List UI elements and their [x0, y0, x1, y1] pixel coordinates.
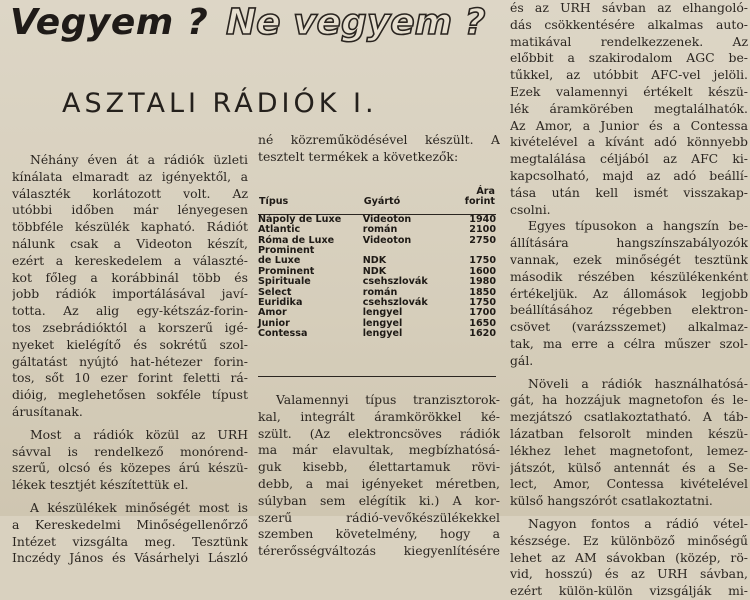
- text-line: kot főleg a korábbinál több és: [12, 269, 248, 285]
- text-line: lékhez lehet magnetofont, lemez-: [510, 442, 748, 458]
- cell-maker: Videoton: [362, 234, 412, 246]
- cell-type: Prominent: [258, 265, 315, 277]
- cell-type: de Luxe: [258, 255, 301, 267]
- text-line: szerű rádió-vevőkészülékekkel: [258, 509, 500, 525]
- column-2-intro: [258, 132, 500, 166]
- text-line: dás csökkentésére alkalmas auto-: [510, 16, 748, 32]
- text-line: Egyes típusokon a hangszín be-: [528, 218, 748, 234]
- text-line: és az URH sávban az elhangoló-: [510, 0, 748, 15]
- cell-maker: lengyel: [362, 307, 403, 319]
- text-line: totta. Az alig egy-kétszáz-forin-: [12, 303, 248, 319]
- text-line: gál.: [510, 352, 534, 368]
- article-title: ASZTALI RÁDIÓK I.: [62, 88, 378, 119]
- text-line: térerősségváltozás kiegyenlítésére: [258, 543, 500, 559]
- cell-type: Contessa: [258, 328, 308, 340]
- text-line: A készülékek minőségét most is: [30, 499, 248, 515]
- text-line: matikával rendelkezzenek. Az: [510, 33, 748, 49]
- cell-maker: NDK: [362, 265, 387, 277]
- cell-maker: Videoton: [362, 213, 412, 225]
- cell-type: Nápoly de Luxe: [258, 213, 342, 225]
- text-line: gát, ha hozzájuk magnetofon és le-: [510, 392, 748, 408]
- text-line: jobb rádiók importálásával javí-: [12, 286, 248, 302]
- cell-maker: csehszlovák: [362, 276, 428, 288]
- text-line: lázatban felsorolt minden készü-: [510, 425, 748, 441]
- cell-type: Róma de Luxe: [258, 234, 335, 246]
- cell-price: 1650: [469, 317, 496, 329]
- text-line: tak, ma erre a célra műszer szol-: [510, 335, 748, 351]
- col-header-maker: Gyártó: [363, 186, 453, 214]
- table-row: [258, 329, 496, 339]
- cell-maker: csehszlovák: [362, 297, 428, 309]
- text-line: szemben követelmény, hogy a: [258, 526, 500, 542]
- cell-maker: román: [362, 286, 398, 298]
- text-line: előbbit a szakirodalom AGC be-: [510, 50, 748, 66]
- cell-maker: NDK: [362, 255, 387, 267]
- text-line: szerű, olcsó és közepes árú készü-: [12, 460, 248, 476]
- text-line: árusítanak.: [12, 403, 83, 419]
- text-line: tos zsebrádióktól a korszerű igé-: [12, 319, 248, 335]
- cell-maker: román: [362, 224, 398, 236]
- text-line: nyeket kielégítő és sokrétű szol-: [12, 336, 248, 352]
- text-line: játszót, külső antennát és a Se-: [510, 459, 748, 475]
- radio-table: [258, 186, 496, 340]
- text-line: Nagyon fontos a rádió vétel-: [528, 515, 748, 531]
- text-line: Intézet vizsgálta meg. Tesztünk: [12, 533, 248, 549]
- text-line: tűkkel, az utóbbit AFC-vel jelöli.: [510, 67, 748, 83]
- cell-maker: lengyel: [362, 328, 403, 340]
- text-line: né közreműködésével készült. A: [258, 132, 500, 147]
- headline-left: Vegyem ?: [10, 2, 209, 43]
- cell-price: 2750: [469, 234, 496, 246]
- text-line: ezért külön-külön vizsgálják mi-: [510, 583, 748, 599]
- text-line: lect, Amor, Contessa kivételével: [510, 476, 748, 492]
- text-line: Most a rádiók közül az URH: [30, 426, 248, 442]
- cell-type: Atlantic: [258, 224, 301, 236]
- text-line: készsége. Ez különböző minőségű: [510, 532, 748, 548]
- cell-price: 1940: [469, 213, 496, 225]
- text-line: többféle készülék kapható. Rádiót: [12, 219, 248, 235]
- table-header-row: [258, 186, 496, 214]
- text-line: ma már elavultak, megbízhatósá-: [258, 442, 500, 458]
- text-line: lehet az AM sávokban (közép, rö-: [510, 549, 748, 565]
- cell-type: Euridika: [258, 297, 303, 309]
- text-line: ezért a kereskedelem a választé-: [12, 252, 248, 268]
- text-line: kivételével a kívánt adó könnyebb: [510, 134, 748, 150]
- text-line: vannak, ezek minőségét tesztünk: [510, 251, 748, 267]
- cell-price: 1700: [469, 307, 496, 319]
- column-1: [12, 152, 248, 567]
- text-line: nálunk csak a Videoton készít,: [12, 235, 248, 251]
- text-line: csolni.: [510, 201, 551, 217]
- text-line: gáltatást nyújtó hat-hétezer forin-: [12, 353, 248, 369]
- cell-price: 1600: [469, 265, 496, 277]
- cell-price: 1850: [469, 286, 496, 298]
- cell-type: Prominent: [258, 245, 315, 257]
- text-line: dióig, meglehetősen sokféle típust: [12, 387, 248, 403]
- cell-price: 1980: [469, 276, 496, 288]
- text-line: vid, hosszú) és az URH sávban,: [510, 566, 748, 582]
- column-3: [510, 0, 748, 600]
- text-line: Valamennyi típus tranzisztorok-: [276, 392, 500, 407]
- cell-price: 1750: [469, 297, 496, 309]
- text-line: guk kisebb, élettartamuk rövi-: [258, 459, 500, 475]
- text-line: sávval is rendelkező monórend-: [12, 443, 248, 459]
- text-line: Növeli a rádiók használhatósá-: [528, 375, 748, 391]
- text-line: szült. (Az elektroncsöves rádiók: [258, 425, 500, 441]
- text-line: értékeljük. Az állomások legjobb: [510, 285, 748, 301]
- col-header-type: Típus: [258, 186, 363, 214]
- text-line: lékek tesztjét készítettük el.: [12, 477, 189, 493]
- cell-type: Junior: [258, 317, 290, 329]
- text-line: Inczédy János és Vásárhelyi László: [12, 550, 248, 566]
- text-line: Az Amor, a Junior és a Contessa: [510, 117, 748, 133]
- text-line: Ezek valamennyi értékelt készü-: [510, 83, 748, 99]
- cell-type: Amor: [258, 307, 287, 319]
- cell-maker: lengyel: [362, 317, 403, 329]
- text-line: kal, integrált áramkörökkel ké-: [258, 408, 500, 424]
- table-bottom-rule: [258, 376, 496, 377]
- text-line: beállításához régebben elektron-: [510, 302, 748, 318]
- cell-type: Select: [258, 286, 292, 298]
- text-line: Néhány év​en át a rádiók üzleti: [30, 152, 248, 167]
- text-line: második részében készülékenként: [510, 268, 748, 284]
- text-line: mezjátszó csatlakoztatható. A táb-: [510, 409, 748, 425]
- text-line: súlyban sem elégítik ki.) A kor-: [258, 492, 500, 508]
- text-line: debb, a mai igényeket méretben,: [258, 475, 500, 491]
- text-line: tos, sőt 10 ezer forint feletti rá-: [12, 370, 248, 386]
- cell-price: 1620: [469, 328, 496, 340]
- text-line: választék korlátozott volt. Az: [12, 185, 248, 201]
- text-line: utóbbi időben már lényegesen: [12, 202, 248, 218]
- text-line: lék áramkörében megtalálhatók.: [510, 100, 748, 116]
- text-line: tesztelt termékek a következők:: [258, 148, 459, 164]
- text-line: csövet (varázsszemet) alkalmaz-: [510, 319, 748, 335]
- text-line: állítására hangszínszabályozók: [510, 235, 748, 251]
- text-line: külső hangszórót csatlakoztatni.: [510, 493, 713, 509]
- text-line: a Kereskedelmi Minőségellenőrző: [12, 516, 248, 532]
- cell-type: Spirituale: [258, 276, 311, 288]
- text-line: kínálata elmaradt az igényektől, a: [12, 168, 248, 184]
- col-header-price: Ára forint: [453, 186, 496, 214]
- headline-right: Ne vegyem ?: [226, 2, 486, 43]
- cell-price: 2100: [469, 224, 496, 236]
- text-line: kapcsolható, majd az adó beállí-: [510, 167, 748, 183]
- column-2-body: [258, 392, 500, 560]
- cell-price: 1750: [469, 255, 496, 267]
- text-line: tása után kell ismét visszakap-: [510, 184, 748, 200]
- text-line: megtalálása céljából az AFC ki-: [510, 151, 748, 167]
